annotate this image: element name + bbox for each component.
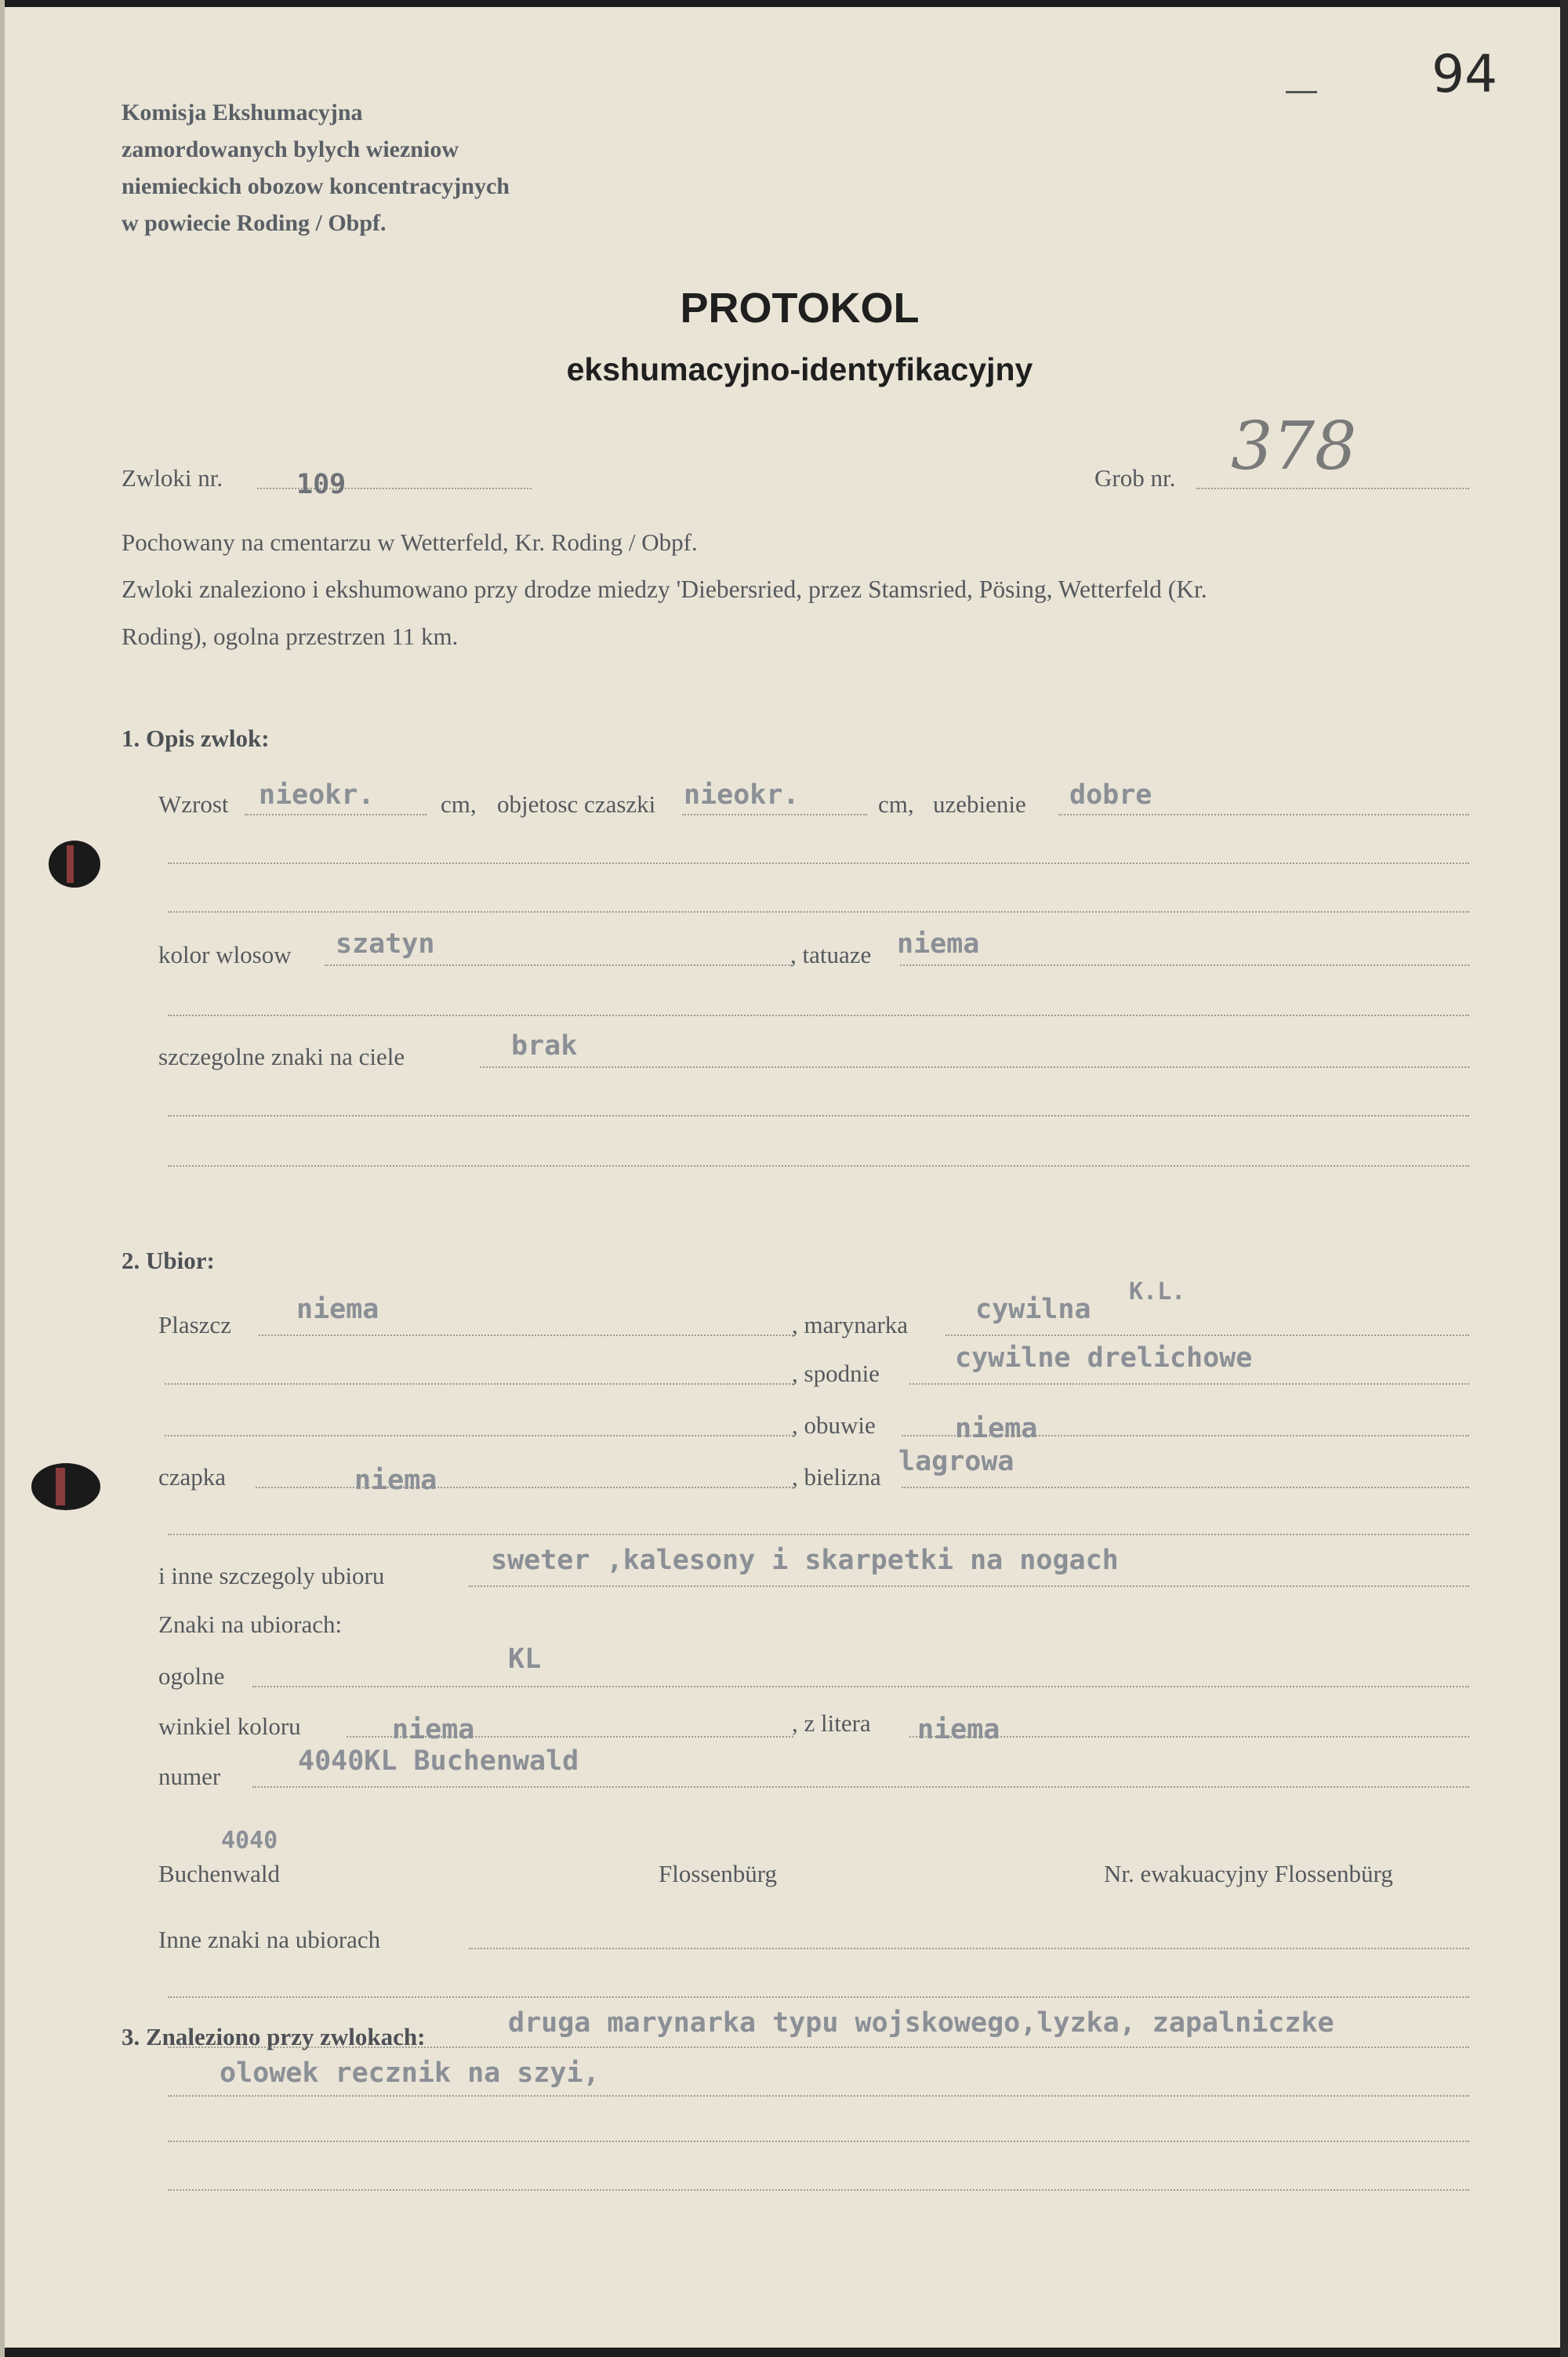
czaszka-label: objetosc czaszki [497,790,656,818]
znaki-value: brak [511,1030,578,1062]
czaszka-line [682,814,867,815]
wzrost-label: Wzrost [158,790,229,818]
obuwie-left-line [165,1435,793,1436]
buchenwald-label: Buchenwald [158,1860,280,1887]
cm-label-2: cm, [878,790,914,818]
burial-line-2: Zwloki znaleziono i ekshumowano przy drodze miedzy 'Diebersried, przez Stamsried, Pösing, Wetterfeld (Kr. [122,576,1207,603]
section3-line-1 [168,2046,1469,2048]
uzebienie-value: dobre [1069,779,1152,811]
numer-label: numer [158,1763,221,1790]
wlosy-value: szatyn [336,928,435,960]
bielizna-line [902,1487,1469,1488]
inne-znaki-line [469,1948,1469,1949]
spodnie-line [909,1383,1469,1385]
buchenwald-number: 4040 [221,1827,278,1854]
scan-border-top [0,0,1568,7]
grob-value: 378 [1231,408,1357,485]
marynarka-line [946,1335,1469,1336]
org-line-2: zamordowanych bylych wiezniow [122,136,459,162]
plaszcz-value: niema [296,1294,379,1325]
blank-line-6 [168,1534,1469,1535]
uzebienie-line [1058,814,1469,815]
punch-hole-bottom [31,1463,100,1510]
grob-line [1196,488,1469,489]
blank-line-7 [168,1996,1469,1998]
czapka-label: czapka [158,1463,227,1491]
blank-line-5 [168,1165,1469,1167]
czapka-value: niema [354,1465,437,1496]
ewak-label: Nr. ewakuacyjny Flossenbürg [1104,1860,1393,1887]
page-title: PROTOKOL [680,285,920,332]
org-line-1: Komisja Ekshumacyjna [122,100,363,125]
plaszcz-label: Plaszcz [158,1311,231,1338]
obuwie-value: niema [955,1413,1038,1444]
blank-line-3 [168,1015,1469,1016]
winkiel-value: niema [392,1714,475,1745]
page-number-dash [1286,91,1317,93]
ogolne-label: ogolne [158,1662,225,1690]
ogolne-value: KL [508,1643,542,1675]
wzrost-value: nieokr. [259,779,375,811]
grob-label: Grob nr. [1094,464,1176,492]
org-line-4: w powiecie Roding / Obpf. [122,210,387,236]
tatuaze-line [900,964,1469,966]
znaki-line [480,1066,1469,1068]
inne-znaki-label: Inne znaki na ubiorach [158,1926,381,1953]
flossenburg-label: Flossenbürg [659,1860,778,1887]
section3-line-2 [168,2095,1469,2097]
section1-heading: 1. Opis zwlok: [122,725,270,752]
section3-line-3 [168,2141,1469,2142]
spodnie-left-line [165,1383,793,1385]
section3-value-line-1: druga marynarka typu wojskowego,lyzka, zapalniczke [508,2007,1334,2039]
wlosy-label: kolor wlosow [158,941,292,968]
page-subtitle: ekshumacyjno-identyfikacyjny [566,351,1033,387]
section3-line-4 [168,2189,1469,2191]
marynarka-label: , marynarka [792,1311,909,1338]
czaszka-value: nieokr. [684,779,800,811]
org-line-3: niemieckich obozow koncentracyjnych [122,173,510,199]
cm-label-1: cm, [441,790,477,818]
marynarka-value: cywilna [975,1294,1091,1325]
blank-line-4 [168,1115,1469,1117]
czapka-line [256,1487,793,1488]
spodnie-label: , spodnie [792,1360,880,1387]
blank-line-1 [168,863,1469,864]
litera-label: , z litera [792,1709,871,1737]
winkiel-label: winkiel koloru [158,1712,301,1740]
obuwie-label: , obuwie [792,1411,876,1439]
plaszcz-line [259,1335,793,1336]
tatuaze-value: niema [897,928,980,960]
znaki-ubiory-heading: Znaki na ubiorach: [158,1611,343,1638]
scan-border-bottom [0,2348,1568,2357]
spodnie-value: cywilne drelichowe [955,1342,1253,1374]
blank-line-2 [168,911,1469,913]
burial-line-1: Pochowany na cmentarzu w Wetterfeld, Kr. Roding / Obpf. [122,528,698,556]
wzrost-line [245,814,426,815]
uzebienie-label: uzebienie [933,790,1026,818]
bielizna-value: lagrowa [898,1446,1014,1477]
numer-value: 4040KL Buchenwald [298,1745,579,1777]
marynarka-extra: K.L. [1129,1278,1186,1306]
section3-heading: 3. Znaleziono przy zwlokach: [122,2023,426,2050]
section2-heading: 2. Ubior: [122,1247,215,1274]
inne-value: sweter ,kalesony i skarpetki na nogach [491,1545,1119,1576]
page-number: 94 [1432,44,1497,104]
litera-value: niema [917,1714,1000,1745]
zwloki-label: Zwloki nr. [122,464,223,492]
punch-hole-top [49,841,100,888]
znaki-label: szczegolne znaki na ciele [158,1043,405,1070]
section3-value-line-2: olowek recznik na szyi, [220,2057,600,2089]
bielizna-label: , bielizna [792,1463,881,1491]
zwloki-value: 109 [296,469,347,500]
tatuaze-label: , tatuaze [790,941,872,968]
inne-line [469,1585,1469,1587]
numer-line [252,1786,1469,1788]
ogolne-line [252,1686,1469,1687]
burial-line-3: Roding), ogolna przestrzen 11 km. [122,623,459,650]
wlosy-line [325,964,792,966]
inne-label: i inne szczegoly ubioru [158,1562,385,1589]
